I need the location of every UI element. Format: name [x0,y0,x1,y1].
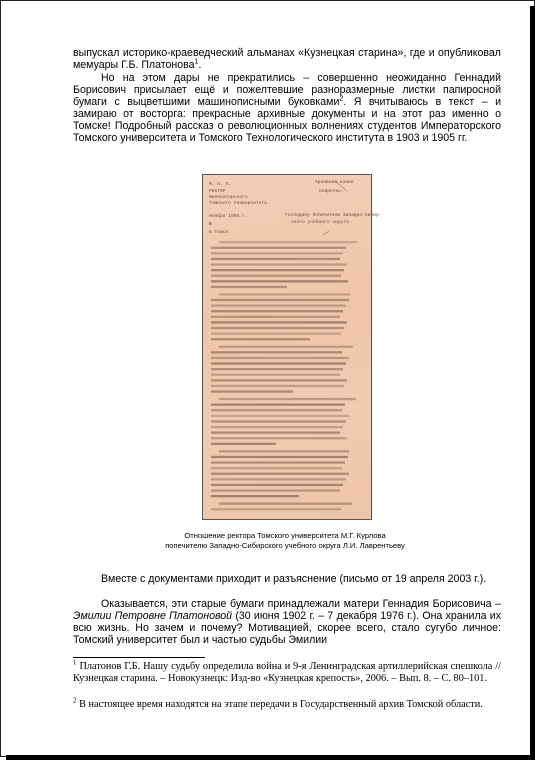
typed-line [211,484,343,486]
typed-line [211,443,276,445]
paragraph-2 [73,72,501,145]
typed-line [219,398,356,400]
doc-addressee-0: Господину Попечителю Западно-Сибир- [285,213,382,218]
typed-line [211,478,346,480]
typed-line [211,299,349,301]
paragraph-4 [73,598,501,646]
archival-document-image [202,174,382,520]
typed-line [211,351,342,353]
paragraph-1 [73,47,501,71]
typed-line [211,247,346,249]
doc-header-left-2: Императорского [209,195,248,200]
footnote-number: 1 [73,658,77,667]
footnote-text: Платонов Г.Б. Нашу судьбу определила война и 9-я Ленинградская артиллерийская спешкола // Кузнецкая старина. – Новокузнецк: Изд-во «Кузнецкая крепость», 2006. – Вып. 8. – С. 80–101. [73,661,502,685]
typed-line [211,385,344,387]
typed-line [211,357,349,359]
footnote-2 [73,696,501,711]
typed-line [211,310,343,312]
paragraph-4-text-b: (30 июня 1902 г. – 7 декабря 1976 г.). Она хранила их всю жизнь. Но зачем и почему? Мотивацией, скорее всего, стало сугубо личное: Томский университет был и частью судьбы Эмилии [73,610,501,647]
typed-line [211,420,346,422]
typed-line [211,467,342,469]
typed-line [211,473,349,475]
footnote-1 [73,658,502,686]
typed-line [211,461,345,463]
typed-line [211,495,299,497]
figure-caption-line-1: Отношение ректора Томского университета М.Г. Курлова [184,531,386,540]
doc-header-left-5: № [209,222,212,227]
paragraph-1-text: выпускал историко-краеведческий альманах «Кузнецкая старина», где и опубликовал мемуары Г.Б. Платонова [73,47,501,72]
typed-line [211,374,340,376]
footnote-ref-2[interactable]: 2 [339,95,344,103]
typed-line [211,275,341,277]
typed-line [211,305,346,307]
typed-line [211,327,344,329]
doc-addressee-1: ского учебного округа. [291,220,352,225]
paragraph-2-text: Но на этом дары не прекратились – совершенно неожиданно Геннадий Борисович присылает ещё и пожелтевшие разноразмерные листки папиросной бумаги с выцветшими машинописными буковками [73,72,501,109]
typed-line [211,252,343,254]
page-shadow-right [530,6,535,760]
doc-header-left-4: Ноября 1905 г. [209,214,248,219]
typed-line [211,415,349,417]
typed-line [211,456,348,458]
doc-header-right-0: Архивная копия [315,180,354,185]
typewritten-document-drawing [203,175,382,519]
doc-header-left-0: М. Н. П. [209,182,232,187]
typed-line [211,368,343,370]
doc-header-left-6: в Томск [209,230,229,235]
footnote-separator [73,657,205,658]
typed-line [211,258,340,260]
paragraph-3: Вместе с документами приходит и разъяснение (письмо от 19 апреля 2003 г.). [101,573,487,585]
doc-header-right-1: Секретно. [319,189,344,194]
typed-line [211,280,348,282]
typed-line [219,293,350,295]
typed-line [211,316,340,318]
page-shadow-bottom [6,755,535,760]
typed-line [219,450,349,452]
paragraph-1-end: . [198,59,202,72]
paragraph-4-text-a: Оказывается, эти старые бумаги принадлежали матери Геннадия Борисовича – [101,598,501,610]
typed-line [219,503,352,505]
typed-line [211,508,341,510]
doc-header-left-3: Томского Университета [209,201,267,206]
person-name-emphasis: Эмилии Петровне Платоновой [73,610,233,623]
typed-line [219,346,353,348]
typed-line [211,390,293,392]
paragraph-2-end: . Я вчитываюсь в текст – и замираю от восторга: прекрасные архивные документы и на этот раз именно о Томске! Подробный рассказ о революционных волнениях студентов Императорского Томского университета и Томского Технологического института в 1903 и 1905 гг. [73,96,501,145]
typed-line [211,362,346,364]
footnote-text: В настоящее время находятся на этапе передачи в Государственный архив Томской области. [79,699,483,710]
footnote-ref-1[interactable]: 1 [194,58,199,66]
typed-line [211,333,341,335]
typed-line [211,432,340,434]
typed-line [211,489,340,491]
typed-line [211,338,310,340]
typed-line [211,263,347,265]
typed-line [211,269,344,271]
typed-line [211,286,287,288]
typed-line [219,241,357,243]
typed-line [211,409,342,411]
figure-caption-line-2: попечителю Западно-Сибирского учебного округа Л.И. Лаврентьеву [165,541,405,550]
doc-header-left-1: РЕКТОР [209,189,226,194]
footnote-number: 2 [73,696,77,705]
typed-text-lines [211,241,357,510]
typed-line [211,426,343,428]
typed-line [211,437,347,439]
typed-line [211,379,347,381]
typed-line [211,321,347,323]
typed-line [211,404,345,406]
